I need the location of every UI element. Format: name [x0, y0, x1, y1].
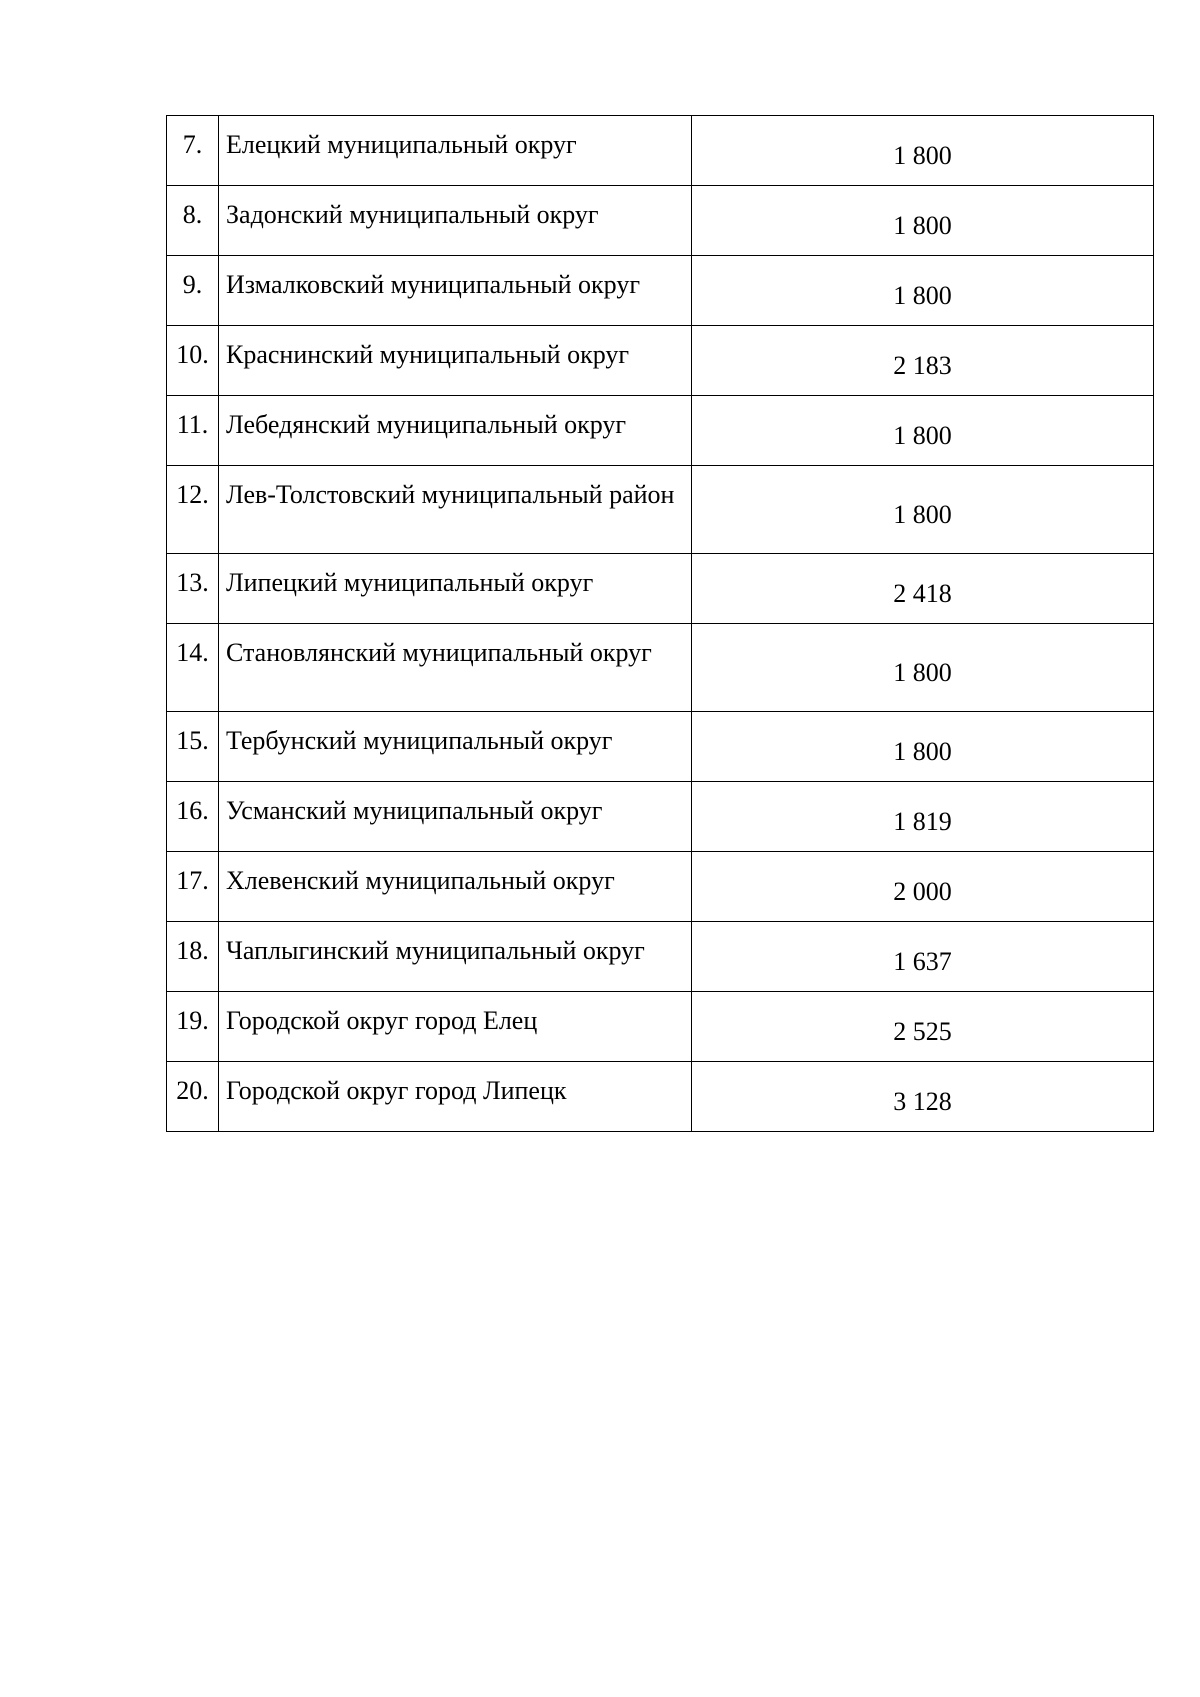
table-row [167, 554, 1154, 624]
row-number: 15. [167, 712, 219, 782]
municipality-name: Измалковский муниципальный округ [219, 256, 692, 326]
row-number: 19. [167, 992, 219, 1062]
row-value: 2 183 [692, 326, 1154, 396]
row-number: 20. [167, 1062, 219, 1132]
row-value: 2 418 [692, 554, 1154, 624]
municipal-data-table [166, 115, 1154, 1132]
row-value: 1 800 [692, 624, 1154, 712]
municipality-name: Лев-Толстовский муниципальный район [219, 466, 692, 554]
row-value: 1 800 [692, 186, 1154, 256]
table-row [167, 922, 1154, 992]
row-number: 17. [167, 852, 219, 922]
row-number: 16. [167, 782, 219, 852]
row-number: 9. [167, 256, 219, 326]
table-row [167, 256, 1154, 326]
row-value: 1 800 [692, 396, 1154, 466]
row-value: 2 000 [692, 852, 1154, 922]
row-value: 1 800 [692, 116, 1154, 186]
row-number: 7. [167, 116, 219, 186]
municipality-name: Задонский муниципальный округ [219, 186, 692, 256]
row-number: 12. [167, 466, 219, 554]
table-body [167, 116, 1154, 1132]
municipality-name: Лебедянский муниципальный округ [219, 396, 692, 466]
row-value: 1 819 [692, 782, 1154, 852]
row-number: 18. [167, 922, 219, 992]
table-row [167, 852, 1154, 922]
table-row [167, 992, 1154, 1062]
table-row [167, 782, 1154, 852]
table-row [167, 1062, 1154, 1132]
table-row [167, 396, 1154, 466]
municipality-name: Краснинский муниципальный округ [219, 326, 692, 396]
municipality-name: Липецкий муниципальный округ [219, 554, 692, 624]
municipality-name: Елецкий муниципальный округ [219, 116, 692, 186]
row-number: 10. [167, 326, 219, 396]
row-value: 1 800 [692, 712, 1154, 782]
municipality-name: Усманский муниципальный округ [219, 782, 692, 852]
municipality-name: Городской округ город Елец [219, 992, 692, 1062]
row-value: 2 525 [692, 992, 1154, 1062]
row-value: 1 800 [692, 256, 1154, 326]
row-number: 11. [167, 396, 219, 466]
row-value: 1 800 [692, 466, 1154, 554]
municipality-name: Тербунский муниципальный округ [219, 712, 692, 782]
table-row [167, 712, 1154, 782]
municipality-name: Городской округ город Липецк [219, 1062, 692, 1132]
row-value: 1 637 [692, 922, 1154, 992]
municipality-name: Становлянский муниципальный округ [219, 624, 692, 712]
row-number: 14. [167, 624, 219, 712]
municipality-name: Чаплыгинский муниципальный округ [219, 922, 692, 992]
row-number: 8. [167, 186, 219, 256]
table-row [167, 116, 1154, 186]
table-row [167, 624, 1154, 712]
municipality-name: Хлевенский муниципальный округ [219, 852, 692, 922]
table-row [167, 466, 1154, 554]
row-number: 13. [167, 554, 219, 624]
table-row [167, 326, 1154, 396]
row-value: 3 128 [692, 1062, 1154, 1132]
table-row [167, 186, 1154, 256]
